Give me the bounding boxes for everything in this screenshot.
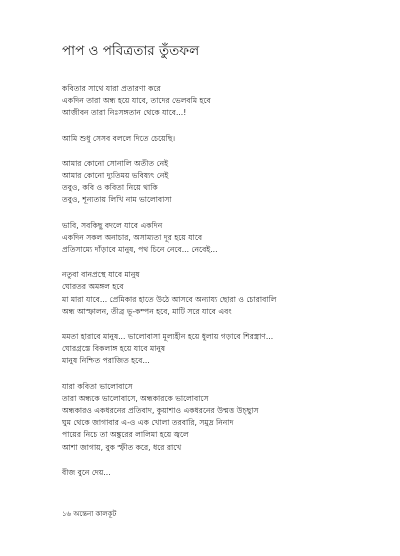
stanza — [62, 83, 382, 120]
poem-line: মা মারা যাবে... প্রেমিকার হাতে উঠে আসবে অন্যায্য ছোরা ও চোরাবালি — [62, 294, 277, 304]
poem-line: আশা জাগায়, বুক স্ফীত করে, ধরে রাখে — [62, 442, 182, 452]
poem-line: আজীবন তারা নিঃসঙ্গতান থেকে যাবে...! — [62, 108, 187, 118]
poem-body — [62, 83, 382, 492]
poem-line: তবুও, শূন্যতায় লিখি নাম ভালোবাসা — [62, 195, 172, 205]
poem-line: অন্ধ আস্ফালন, তীব্র ভূ-কম্পন হবে, মাটি সরে যাবে এবং — [62, 306, 232, 316]
poem-line: মানুষ নিশ্চিত পরাজিত হবে... — [62, 356, 150, 366]
stanza — [62, 381, 382, 454]
stanza — [62, 467, 382, 479]
poem-line: প্রতিসাম্যে দাঁড়াবে মানুষ, পথ চিনে নেবে... নেবেই... — [62, 245, 218, 255]
poem-line: ঘোরতর অমঙ্গল হবে — [62, 282, 124, 292]
poem-line: পায়ের নিচে তা অঙ্কুরের লালিমা হয়ে জ্বলে — [62, 430, 189, 440]
stanza — [62, 269, 382, 318]
poem-line: একদিন তারা অন্ধ হয়ে যাবে, তাদের ভেলবমি হবে — [62, 96, 211, 106]
poem-line: ঘুম থেকে জাগাবার এ-ও এক খোলা তরবারি, সমুদ্র নিনাদ — [62, 418, 234, 428]
poem-title: পাপ ও পবিত্রতার তুঁতফল — [62, 43, 200, 59]
poem-line: আমার কোনো সোনালি অতীত নেই — [62, 158, 169, 168]
poem-line: নতুবা বানপ্রস্থে যাবে মানুষ — [62, 270, 140, 280]
stanza — [62, 158, 382, 207]
poem-line: বীজ বুনে দেয়... — [62, 467, 111, 477]
stanza — [62, 331, 382, 368]
poem-line: আমার কোনো দ্যুতিময় ভবিষ্যৎ নেই — [62, 171, 169, 181]
stanza — [62, 133, 382, 145]
poem-line: ভাবি, সবকিছু বদলে যাবে একদিন — [62, 220, 163, 230]
poem-line: যারা কবিতা ভালোবাসে — [62, 381, 133, 391]
poem-line: তবুও, কবি ও কবিতা নিয়ে থাকি — [62, 183, 158, 193]
stanza — [62, 220, 382, 257]
poem-line: অন্ধকারও একধরনের প্রতিবাদ, কুয়াশাও একধরনের উন্মত্ত উচ্ছ্বাস — [62, 406, 259, 416]
page-footer: ১৬ অন্তেনা কালকূট — [62, 510, 117, 518]
poem-line: একদিন সকল অনাচার, অসাম্যতা দূর হয়ে যাবে — [62, 232, 203, 242]
poem-line: তারা অন্ধকে ভালোবাসে, অন্ধকারকে ভালোবাসে — [62, 393, 209, 403]
poem-line: মমতা হারাবে মানুষ... ভালোবাসা মূল্যহীন হয়ে ধুলায় গড়াবে শিরস্ত্রাণ... — [62, 332, 274, 342]
poem-line: ঘোরগ্রস্তে বিকলাঙ্গ হয়ে যাবে মানুষ — [62, 344, 166, 354]
poem-line: আমি শুধু সেসব বললে দিতে চেয়েছি। — [62, 133, 176, 143]
poem-line: কবিতার সাথে যারা প্রতারণা করে — [62, 84, 161, 93]
